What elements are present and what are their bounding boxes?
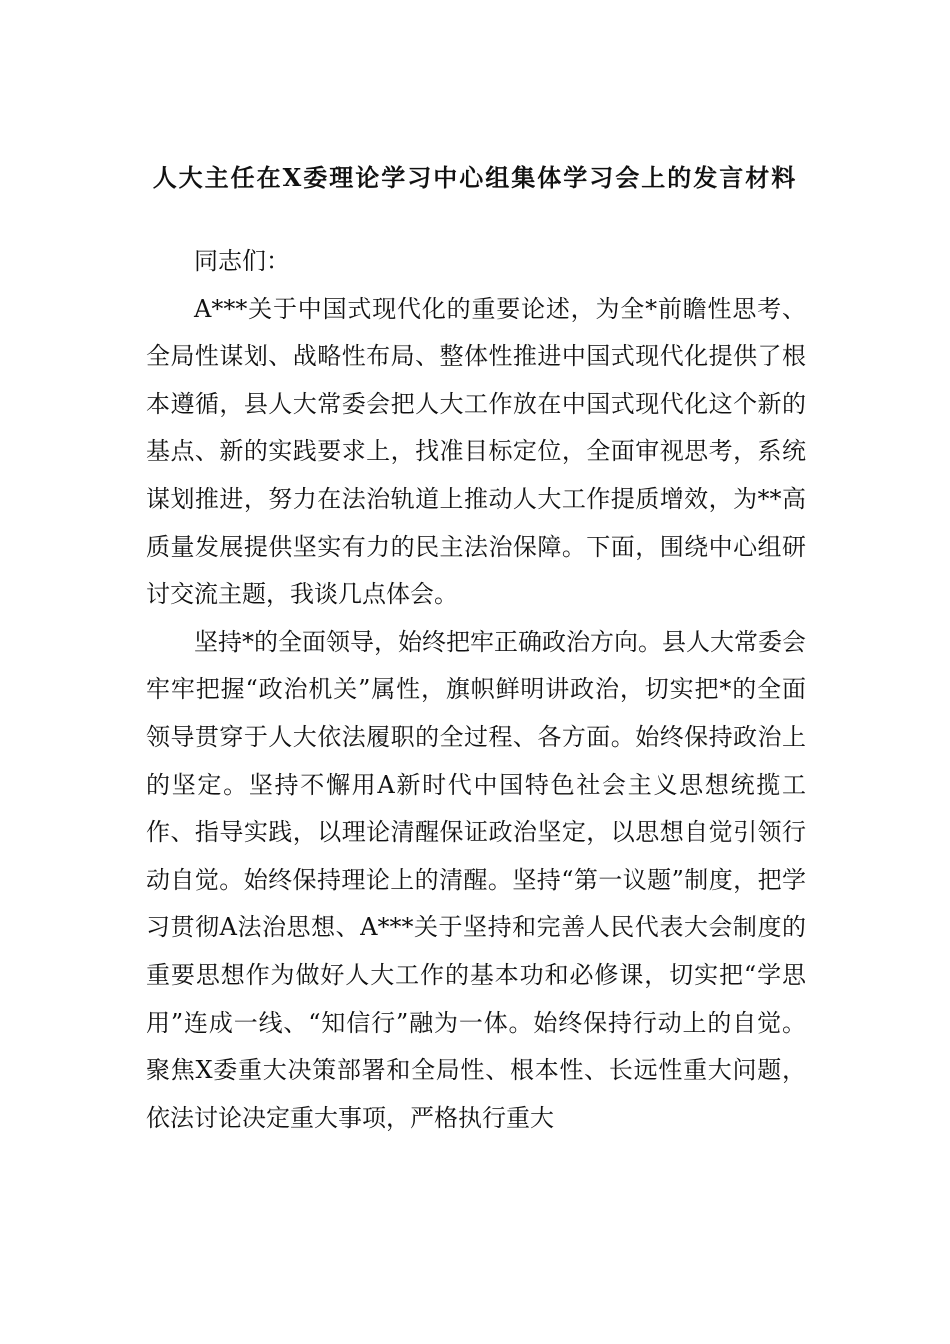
- paragraph-intro: A***关于中国式现代化的重要论述，为全*前瞻性思考、全局性谋划、战略性布局、整体性推进中国式现代化提供了根本遵循，县人大常委会把人大工作放在中国式现代化这个新的基点、新的实践要求上，找准目标定位，全面审视思考，系统谋划推进，努力在法治轨道上推动人大工作提质增效，为**高质量发展提供坚实有力的民主法治保障。下面，围绕中心组研讨交流主题，我谈几点体会。: [146, 294, 806, 609]
- document-title: 人大主任在X委理论学习中心组集体学习会上的发言材料: [152, 163, 798, 192]
- paragraph-leadership: 坚持*的全面领导，始终把牢正确政治方向。县人大常委会牢牢把握“政治机关”属性，旗帜鲜明讲政治，切实把*的全面领导贯穿于人大依法履职的全过程、各方面。始终保持政治上的坚定。坚持不懈用A新时代中国特色社会主义思想统揽工作、指导实践，以理论清醒保证政治坚定，以思想自觉引领行动自觉。始终保持理论上的清醒。坚持“第一议题”制度，把学习贯彻A法治思想、A***关于坚持和完善人民代表大会制度的重要思想作为做好人大工作的基本功和必修课，切实把“学思用”连成一线、“知信行”融为一体。始终保持行动上的自觉。聚焦X委重大决策部署和全局性、根本性、长远性重大问题，依法讨论决定重大事项，严格执行重大: [146, 627, 806, 1132]
- document-body: [146, 238, 806, 1142]
- salutation: 同志们：: [194, 247, 290, 275]
